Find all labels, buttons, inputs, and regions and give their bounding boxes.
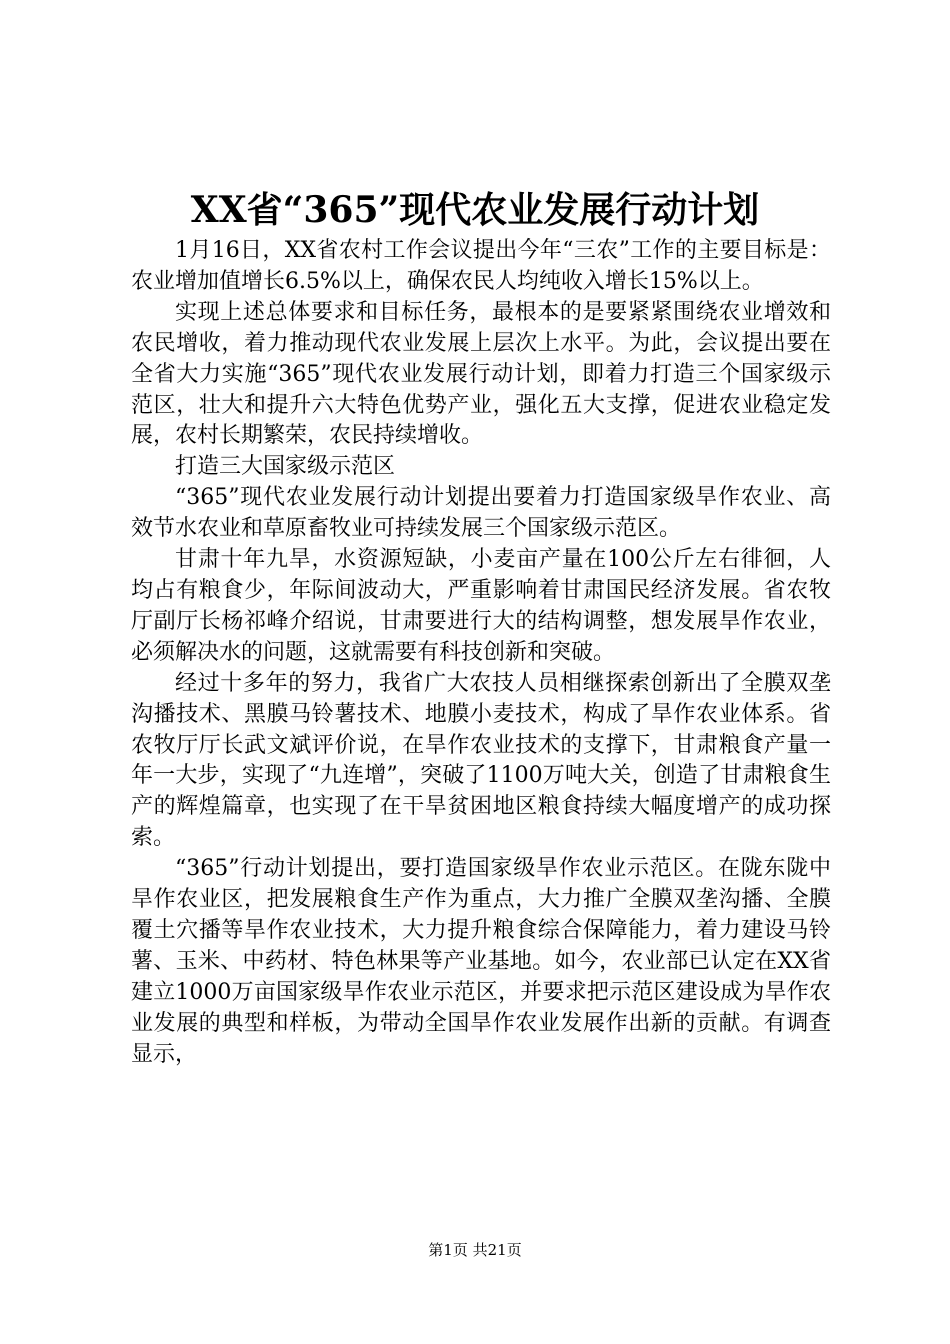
paragraph: “365”现代农业发展行动计划提出要着力打造国家级旱作农业、高效节水农业和草原畜牧业可持续发展三个国家级示范区。 <box>131 485 831 542</box>
paragraph: “365”行动计划提出，要打造国家级旱作农业示范区。在陇东陇中旱作农业区，把发展粮食生产作为重点，大力推广全膜双垄沟播、全膜覆土穴播等旱作农业技术，大力提升粮食综合保障能力，着力建设马铃薯、玉米、中药材、特色林果等产业基地。如今，农业部已认定在XX省建立1000万亩国家级旱作农业示范区，并要求把示范区建设成为旱作农业发展的典型和样板，为带动全国旱作农业发展作出新的贡献。有调查显示， <box>131 856 831 1067</box>
section-heading: 打造三大国家级示范区 <box>175 454 396 480</box>
page-footer: 第1页 共21页 <box>428 1241 522 1259</box>
paragraph: 甘肃十年九旱，水资源短缺，小麦亩产量在100公斤左右徘徊，人均占有粮食少，年际间波动大，严重影响着甘肃国民经济发展。省农牧厅副厅长杨祁峰介绍说，甘肃要进行大的结构调整，想发展旱作农业，必须解决水的问题，这就需要有科技创新和突破。 <box>131 547 831 665</box>
document-title: XX省“365”现代农业发展行动计划 <box>190 189 760 231</box>
paragraph: 1月16日，XX省农村工作会议提出今年“三农”工作的主要目标是：农业增加值增长6.5%以上，确保农民人均纯收入增长15%以上。 <box>131 238 831 294</box>
paragraph: 经过十多年的努力，我省广大农技人员相继探索创新出了全膜双垄沟播技术、黑膜马铃薯技术、地膜小麦技术，构成了旱作农业体系。省农牧厅厅长武文斌评价说，在旱作农业技术的支撑下，甘肃粮食产量一年一大步，实现了“九连增”，突破了1100万吨大关，创造了甘肃粮食生产的辉煌篇章，也实现了在干旱贫困地区粮食持续大幅度增产的成功探索。 <box>131 670 831 851</box>
paragraph: 实现上述总体要求和目标任务，最根本的是要紧紧围绕农业增效和农民增收，着力推动现代农业发展上层次上水平。为此，会议提出要在全省大力实施“365”现代农业发展行动计划，即着力打造三个国家级示范区，壮大和提升六大特色优势产业，强化五大支撑，促进农业稳定发展，农村长期繁荣，农民持续增收。 <box>131 299 831 449</box>
document-body <box>131 236 831 1070</box>
